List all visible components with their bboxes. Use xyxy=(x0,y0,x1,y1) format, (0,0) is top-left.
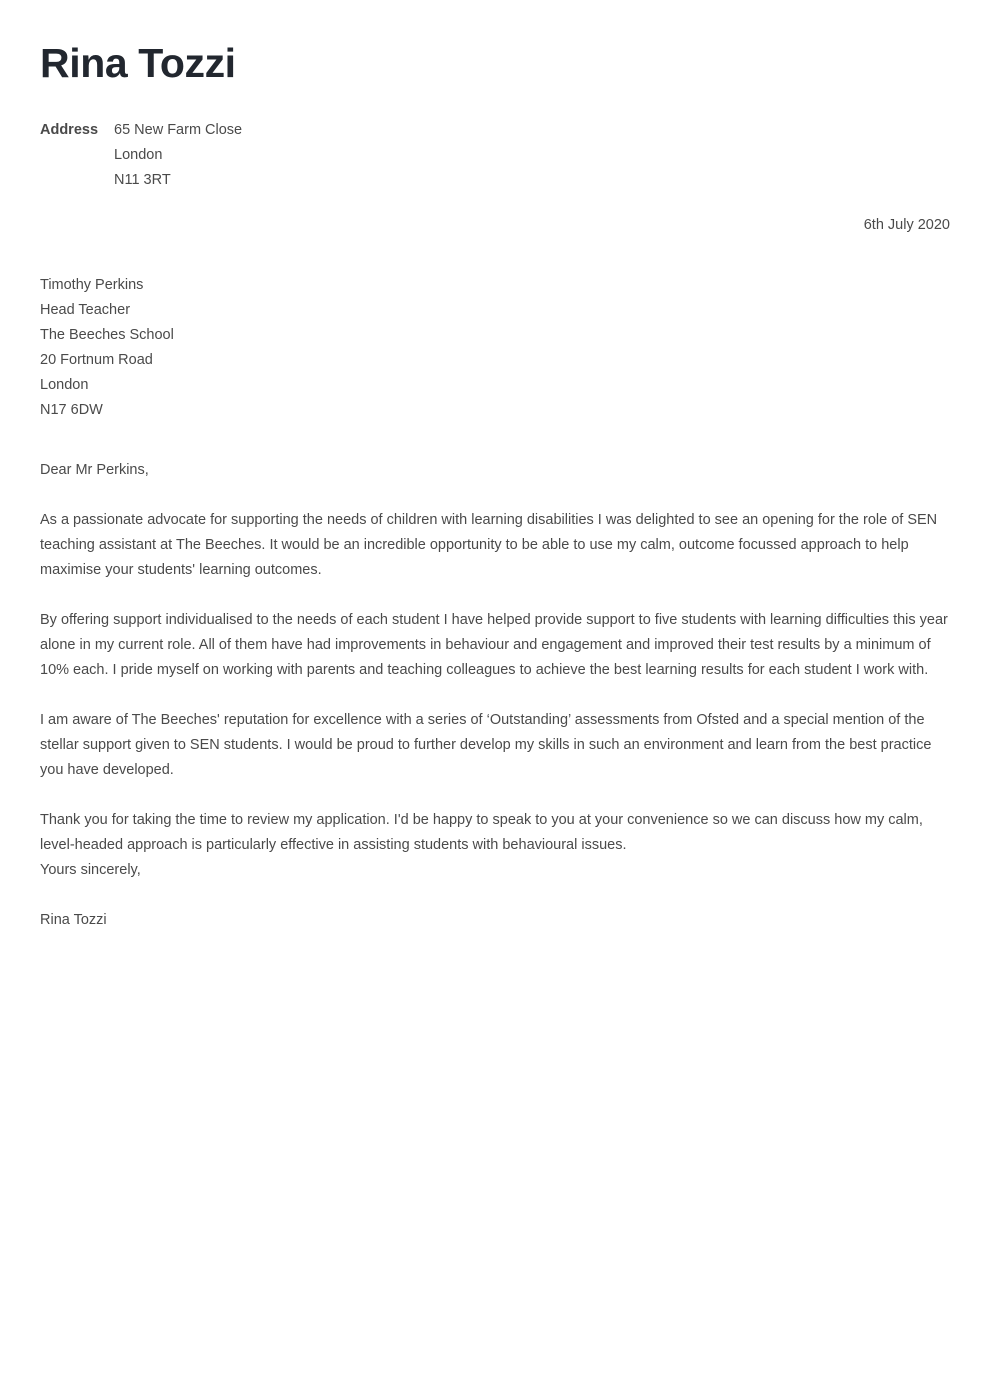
letter-body xyxy=(40,458,950,933)
table-row xyxy=(40,168,242,193)
contact-value-postcode: N11 3RT xyxy=(114,172,171,189)
recipient-line-city: London xyxy=(40,377,89,394)
page-title: Rina Tozzi xyxy=(40,40,236,86)
contact-details-table xyxy=(40,118,242,193)
contact-value-city: London xyxy=(114,147,163,164)
contact-value-street: 65 New Farm Close xyxy=(114,122,243,139)
salutation: Dear Mr Perkins, xyxy=(40,462,149,479)
contact-label-spacer xyxy=(40,168,114,193)
closing-line: Yours sincerely, xyxy=(40,862,141,879)
contact-label-address: Address xyxy=(40,122,99,139)
body-paragraph-4: Thank you for taking the time to review my application. I'd be happy to speak to you at your convenience so we can discuss how my calm, level-headed approach is particularly effective in assisting students with behavioural issues. xyxy=(40,812,923,854)
table-row xyxy=(40,143,242,168)
recipient-line-postcode: N17 6DW xyxy=(40,402,103,419)
recipient-line-company: The Beeches School xyxy=(40,327,174,344)
letter-header xyxy=(40,40,950,193)
signature-name: Rina Tozzi xyxy=(40,912,107,929)
recipient-line-title: Head Teacher xyxy=(40,302,131,319)
recipient-line-name: Timothy Perkins xyxy=(40,277,144,294)
body-paragraph-3: I am aware of The Beeches' reputation for excellence with a series of ‘Outstanding’ assessments from Ofsted and a special mention of the stellar support given to SEN students. I would be proud to further develop my skills in such an environment and learn from the best practice you have developed. xyxy=(40,712,932,779)
letter-date: 6th July 2020 xyxy=(863,217,950,234)
body-paragraph-2: By offering support individualised to the needs of each student I have helped provide support to five students with learning difficulties this year alone in my current role. All of them have had improvements in behaviour and engagement and improved their test results by a minimum of 10% each. I pride myself on working with parents and teaching colleagues to achieve the best learning results for each student I work with. xyxy=(40,612,948,679)
table-row xyxy=(40,118,242,143)
body-paragraph-1: As a passionate advocate for supporting the needs of children with learning disabilities I was delighted to see an opening for the role of SEN teaching assistant at The Beeches. It would be an incredible opportunity to be able to use my calm, outcome focussed approach to help maximise your students' learning outcomes. xyxy=(40,512,938,579)
contact-label-spacer xyxy=(40,143,114,168)
recipient-address-block xyxy=(40,273,950,423)
recipient-line-street: 20 Fortnum Road xyxy=(40,352,153,369)
